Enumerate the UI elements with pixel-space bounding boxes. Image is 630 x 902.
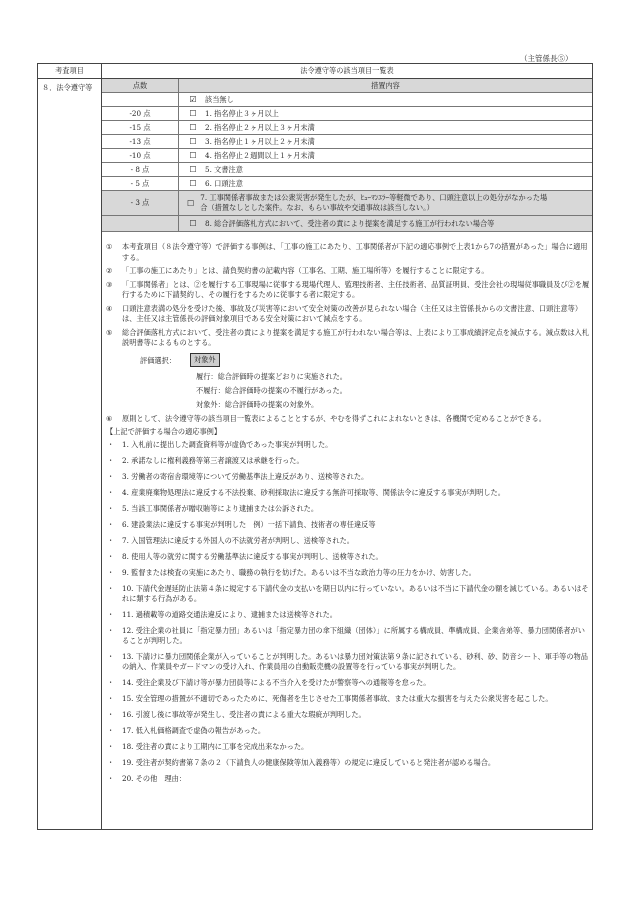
checkbox-checked[interactable]: ☑: [189, 95, 197, 104]
case-text: 7. 入国管理法に違反する外国人の不法就労者が判明し、送検等された。: [122, 536, 354, 545]
case-item: ・ 10. 下請代金遅延防止法第４条に規定する下請代金の支払いを期日以内に行っていない。あるいは不当に下請代金の額を減じている。あるいはそれに類する行為がある。: [107, 584, 589, 603]
points-table-header: [102, 79, 592, 93]
table-row: [102, 149, 592, 163]
case-text: 12. 受注企業の社員に「指定暴力団」あるいは「指定暴力団の傘下組織（団体）」に所属する構成員、準構成員、企業舎弟等、暴力団関係者がいることが判明した。: [122, 626, 585, 645]
note-item: [102, 266, 590, 277]
note-text: 口頭注意表満の処分を受けた後、事故及び災害等において安全対策の改善が見られない場合（主任又は主管係長からの文書注意、口頭注意等）は、主任又は主管係長の評価対象項目である安全対策において減点をする。: [122, 303, 583, 323]
case-text: 5. 当該工事関係者が贈収賄等により逮捕または公訴された。: [122, 504, 319, 513]
case-item: ・ 2. 承諾なしに権利義務等第三者譲渡又は承継を行った。: [107, 456, 304, 465]
measure-text: 4. 指名停止２週間以上１ヶ月未満: [205, 150, 315, 160]
points-cell: - 5 点: [102, 177, 179, 190]
category-column: [38, 79, 102, 829]
case-text: 2. 承諾なしに権利義務等第三者譲渡又は承継を行った。: [122, 456, 304, 465]
table-row: [102, 93, 592, 107]
measure-text: 7. 工事関係者事故または公衆災害が発生したが、ﾋｭｰﾏﾝｴﾗｰ等軽微であり、口頭注意以上の処分がなかった場合（措置なしとした案件。なお、もらい事故や交通事故は該当しない。）: [200, 193, 548, 212]
note-number: ①: [106, 242, 113, 251]
note-number: ②: [106, 266, 113, 275]
case-text: 15. 安全管理の措置が不適切であったために、死傷者を生じさせた工事関係者事故、または重大な損害を与えた公衆災害を起こした。: [122, 694, 553, 703]
table-row: [102, 135, 592, 149]
evaluation-option: 履行：総合評価時の提案どおりに実施された。: [196, 371, 347, 381]
measure-text: 6. 口頭注意: [205, 178, 243, 188]
case-item: ・ 8. 使用人等の就労に関する労働基準法に違反する事実が判明し、送検等された。: [107, 552, 383, 561]
points-cell: -10 点: [102, 149, 179, 162]
header-note: （主管係長⑤）: [520, 54, 573, 63]
case-text: 6. 建設業法に違反する事実が判明した 例）一括下請負、技術者の専任違反等: [122, 520, 376, 529]
note-text: 「工事関係者」とは、②を履行する工事現場に従事する現場代理人、監理技術者、主任技術者、品質証明員、受注会社の現場従事職員及び②を履行するために下請契約し、その履行をするために従事する者に限定する。: [122, 279, 590, 299]
case-item: ・ 16. 引渡し後に事故等が発生し、受注者の責による重大な瑕疵が判明した。: [107, 710, 366, 719]
cases-header: 【上記で評価する場合の適応事例】: [106, 427, 222, 436]
checkbox[interactable]: ☐: [189, 219, 197, 228]
evaluation-select[interactable]: 対象外: [190, 353, 220, 367]
note-text: 原則として、法令遵守等の該当項目一覧表によることとするが、やむを得ずこれによれないときは、各機関で定めることができる。: [122, 413, 546, 423]
checkbox[interactable]: ☐: [189, 179, 197, 188]
checkbox[interactable]: ☐: [187, 198, 195, 208]
points-cell: -20 点: [102, 107, 179, 120]
points-cell: - 3 点: [102, 191, 179, 215]
case-text: 3. 労働者の寄宿舎環境等について労働基準法上違反があり、送検等された。: [122, 472, 369, 481]
points-cell: - 8 点: [102, 163, 179, 176]
points-cell: -13 点: [102, 135, 179, 148]
case-text: 4. 産業廃棄物処理法に違反する不法投棄、砂利採取法に違反する無許可採取等、関係法令に違反する事実が判明した。: [122, 488, 505, 497]
content-header: 措置内容: [371, 80, 400, 90]
points-cell: [102, 93, 179, 106]
checkbox[interactable]: ☐: [189, 123, 197, 132]
table-row: [102, 177, 592, 191]
table-header-row: [38, 64, 592, 79]
table-header-item: 考査項目: [38, 64, 102, 78]
case-text: 9. 監督または検査の実施にあたり、職務の執行を妨げた。あるいは不当な政治力等の圧力をかけ、妨害した。: [122, 568, 476, 577]
evaluation-select-row: [140, 352, 590, 370]
points-header: 点数: [102, 79, 179, 92]
case-item: ・ 4. 産業廃棄物処理法に違反する不法投棄、砂利採取法に違反する無許可採取等、関係法令に違反する事実が判明した。: [107, 488, 505, 497]
points-table: [102, 79, 592, 232]
note-number: ⑤: [106, 327, 113, 337]
note-item: [102, 328, 590, 349]
case-item: ・ 20. その他 理由：: [107, 774, 187, 783]
note-text: 「工事の施工にあたり」とは、請負契約書の記載内容（工事名、工期、施工場所等）を履行することに限定する。: [122, 266, 489, 275]
checkbox[interactable]: ☐: [189, 151, 197, 160]
note-text: 総合評価落札方式において、受注者の責により提案を満足する施工が行われない場合等は、上表により工事成績評定点を減点する。減点数は入札説明書等によるものとする。: [122, 327, 590, 347]
case-text: 8. 使用人等の就労に関する労働基準法に違反する事実が判明し、送検等された。: [122, 552, 383, 561]
case-text[interactable]: 20. その他 理由：: [122, 774, 187, 783]
note-number: ③: [106, 279, 113, 289]
table-header-title: 法令遵守等の該当項目一覧表: [300, 66, 394, 75]
note-item: [102, 242, 590, 263]
case-text: 19. 受注者が契約書第７条の２（下請負人の健康保険等加入義務等）の規定に違反していると発注者が認める場合。: [122, 758, 496, 767]
case-text: 14. 受注企業及び下請け等が暴力団員等による不当介入を受けたが警察等への通報等を怠った。: [122, 678, 431, 687]
checkbox[interactable]: ☐: [189, 137, 197, 146]
case-item: ・ 17. 低入札価格調査で虚偽の報告があった。: [107, 726, 266, 735]
measure-text: 1. 指名停止３ヶ月以上: [205, 108, 279, 118]
case-text: 18. 受注者の責により工期内に工事を完成出来なかった。: [122, 742, 309, 751]
checkbox[interactable]: ☐: [189, 165, 197, 174]
note-text: 本考査項目（８法令遵守等）で評価する事例は、「工事の施工にあたり、工事関係者が下記の適応事例で上表1から7の措置があった」場合に適用する。: [122, 242, 588, 262]
case-text: 10. 下請代金遅延防止法第４条に規定する下請代金の支払いを期日以内に行っていない。あるいは不当に下請代金の額を減じている。あるいはそれに類する行為がある。: [122, 584, 589, 603]
category-label: ８．法令遵守等: [42, 83, 93, 92]
case-item: ・ 9. 監督または検査の実施にあたり、職務の執行を妨げた。あるいは不当な政治力等の圧力をかけ、妨害した。: [107, 568, 476, 577]
case-text: 1. 入札前に提出した調査資料等が虚偽であった事実が判明した。: [122, 440, 333, 449]
case-item: ・ 14. 受注企業及び下請け等が暴力団員等による不当介入を受けたが警察等への通報等を怠った。: [107, 678, 431, 687]
case-text: 13. 下請けに暴力団関係企業が入っていることが判明した。あるいは暴力団対策法第９条に記されている、砂利、砂、防音シート、軍手等の物品の納入、作業員やガードマンの受け入れ、作業員用の自動販売機の設置等を行っている事実が判明した。: [122, 652, 588, 671]
measure-text: 3. 指名停止１ヶ月以上２ヶ月未満: [205, 136, 315, 146]
points-cell: [102, 216, 179, 231]
evaluation-label: 評価選択：: [140, 355, 176, 365]
table-row: [102, 163, 592, 177]
evaluation-option: 対象外：総合評価時の提案の対象外。: [196, 399, 319, 409]
measure-text: 8. 総合評価落札方式において、受注者の責により提案を満足する施工が行われない場合等: [205, 218, 495, 228]
measure-text: 2. 指名停止２ヶ月以上３ヶ月未満: [205, 122, 315, 132]
case-item: ・ 1. 入札前に提出した調査資料等が虚偽であった事実が判明した。: [107, 440, 333, 449]
evaluation-sheet: [37, 63, 593, 830]
case-item: ・ 19. 受注者が契約書第７条の２（下請負人の健康保険等加入義務等）の規定に違反していると発注者が認める場合。: [107, 758, 496, 767]
case-item: ・ 11. 過積載等の道路交通法違反により、逮捕または送検等された。: [107, 610, 337, 619]
case-item: ・ 12. 受注企業の社員に「指定暴力団」あるいは「指定暴力団の傘下組織（団体）」に所属する構成員、準構成員、企業舎弟等、暴力団関係者がいることが判明した。: [107, 626, 585, 645]
case-item: ・ 13. 下請けに暴力団関係企業が入っていることが判明した。あるいは暴力団対策法第９条に記されている、砂利、砂、防音シート、軍手等の物品の納入、作業員やガードマンの受け入れ、作業員用の自動販売機の設置等を行っている事実が判明した。: [107, 652, 588, 671]
table-row: [102, 191, 592, 216]
note-number: ⑥: [106, 413, 113, 423]
note-item: [102, 280, 590, 301]
note-number: ④: [106, 303, 113, 313]
note-item: [102, 304, 590, 325]
table-row: [102, 216, 592, 232]
case-item: ・ 3. 労働者の寄宿舎環境等について労働基準法上違反があり、送検等された。: [107, 472, 369, 481]
note-item: [102, 414, 590, 425]
table-row: [102, 121, 592, 135]
measure-text: 該当無し: [205, 94, 234, 104]
checkbox[interactable]: ☐: [189, 109, 197, 118]
table-row: [102, 107, 592, 121]
case-item: ・ 7. 入国管理法に違反する外国人の不法就労者が判明し、送検等された。: [107, 536, 354, 545]
case-item: ・ 18. 受注者の責により工期内に工事を完成出来なかった。: [107, 742, 309, 751]
case-item: ・ 15. 安全管理の措置が不適切であったために、死傷者を生じさせた工事関係者事故、または重大な損害を与えた公衆災害を起こした。: [107, 694, 553, 703]
case-text: 11. 過積載等の道路交通法違反により、逮捕または送検等された。: [122, 610, 337, 619]
case-item: ・ 5. 当該工事関係者が贈収賄等により逮捕または公訴された。: [107, 504, 319, 513]
case-text: 17. 低入札価格調査で虚偽の報告があった。: [122, 726, 266, 735]
case-item: ・ 6. 建設業法に違反する事実が判明した 例）一括下請負、技術者の専任違反等: [107, 520, 376, 529]
notes-section: [102, 242, 590, 790]
evaluation-option: 不履行：総合評価時の提案の不履行があった。: [196, 385, 347, 395]
points-cell: -15 点: [102, 121, 179, 134]
measure-text: 5. 文書注意: [205, 164, 243, 174]
case-text: 16. 引渡し後に事故等が発生し、受注者の責による重大な瑕疵が判明した。: [122, 710, 366, 719]
